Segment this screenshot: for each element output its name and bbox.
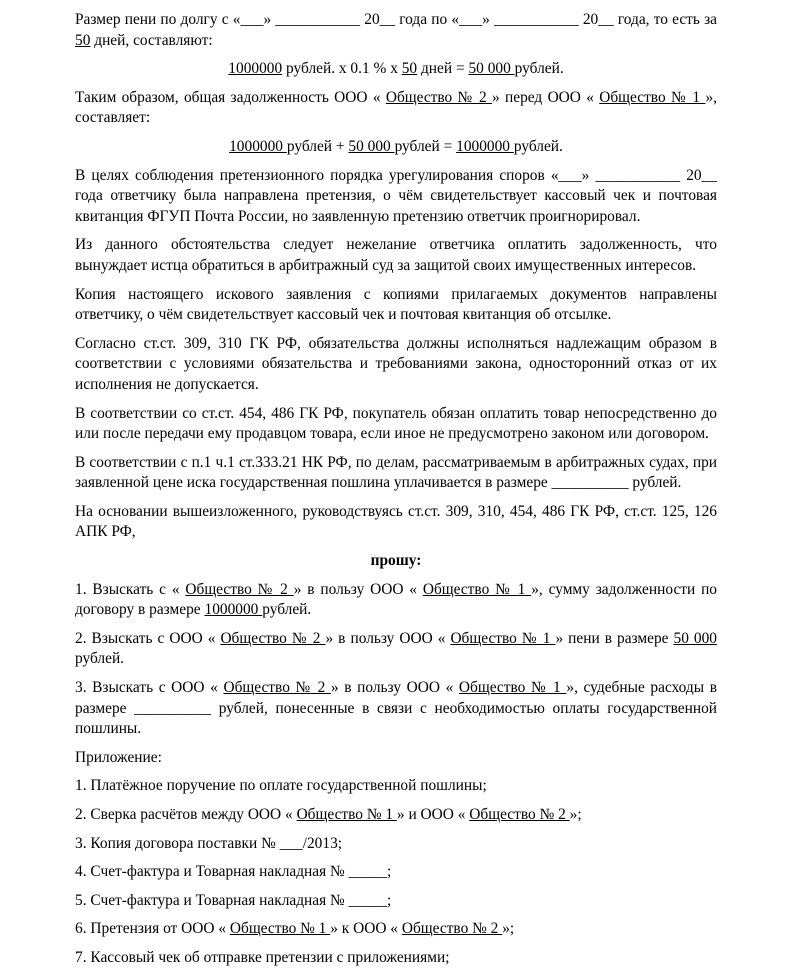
request-item-3: 3. Взыскать с ООО « Общество № 2 » в пользу ООО « Общество № 1 », судебные расходы в размере __________ рублей, понесенные в связи с необходимостью оплаты государственной пошлины. (75, 679, 717, 738)
request-item-1: 1. Взыскать с « Общество № 2 » в пользу ООО « Общество № 1 », сумму задолженности по договору в размере 1000000 рублей. (75, 580, 718, 619)
paragraph-grounds: На основании вышеизложенного, руководствуясь ст.ст. 309, 310, 454, 486 ГК РФ, ст.ст. 125, 126 АПК РФ, (75, 502, 717, 541)
attachment-item-3: 3. Копия договора поставки № ___/2013; (75, 834, 343, 852)
paragraph-law-454: В соответствии со ст.ст. 454, 486 ГК РФ, покупатель обязан оплатить товар непосредственно до или после передачи ему продавцом товара, если иное не предусмотрено законом или договором. (75, 404, 717, 443)
request-title: прошу: (370, 552, 422, 570)
paragraph-reluctance: Из данного обстоятельства следует нежелание ответчика оплатить задолженность, что вынуждает истца обратиться в арбитражный суд за защитой своих имущественных интересов. (75, 236, 717, 274)
penalty-calculation: 1000000 рублей. х 0.1 % х 50 дней = 50 000 рублей. (228, 60, 564, 78)
attachment-item-2: 2. Сверка расчётов между ООО « Общество № 1 » и ООО « Общество № 2 »; (75, 806, 582, 823)
attachment-item-1: 1. Платёжное поручение по оплате государственной пошлины; (75, 777, 487, 795)
paragraph-law-309: Согласно ст.ст. 309, 310 ГК РФ, обязательства должны исполняться надлежащим образом в соответствии с условиями обязательства и требованиями закона, односторонний отказ от их исполнения не допускается. (75, 334, 717, 393)
attachment-item-4: 4. Счет-фактура и Товарная накладная № _____; (75, 863, 392, 881)
attachment-item-5: 5. Счет-фактура и Товарная накладная № _____; (75, 891, 392, 909)
company-name: Общество № 2 (223, 679, 331, 697)
request-item-2: 2. Взыскать с ООО « Общество № 2 » в пользу ООО « Общество № 1 » пени в размере 50 000 рублей. (75, 629, 718, 668)
company-name: Общество № 1 (229, 920, 331, 938)
total-calculation: 1000000 рублей + 50 000 рублей = 1000000 рублей. (229, 137, 563, 155)
company-name: Общество № 1 (599, 88, 706, 106)
company-name: Общество № 2 (469, 806, 570, 823)
paragraph-claim-procedure: В целях соблюдения претензионного порядка урегулирования споров «___» ___________ 20__ года ответчику была направлена претензия, о чём свидетельствует кассовый чек и почтовая квитанция ФГУП Почта России, но заявленную претензию ответчик проигнорировал. (75, 166, 717, 225)
company-name: Общество № 2 (185, 580, 294, 598)
paragraph-tax-code: В соответствии с п.1 ч.1 ст.333.21 НК РФ, по делам, рассматриваемым в арбитражных судах, при заявленной цене иска государственная пошлина уплачивается в размере __________ рублей. (75, 453, 717, 492)
company-name: Общество № 2 (401, 920, 503, 938)
company-name: Общество № 1 (422, 580, 532, 598)
attachment-item-7: 7. Кассовый чек об отправке претензии с приложениями; (75, 948, 450, 966)
company-name: Общество № 1 (296, 806, 397, 823)
days-count: 50 (75, 31, 91, 49)
company-name: Общество № 1 (458, 679, 567, 697)
attachment-item-6: 6. Претензия от ООО « Общество № 1 » к ООО « Общество № 2 »; (75, 920, 515, 938)
paragraph-total-debt: Таким образом, общая задолженность ООО « Общество № 2 » перед ООО « Общество № 1 », составляет: (75, 88, 717, 127)
paragraph-penalty-period: Размер пени по долгу с «___» ___________ 20__ года по «___» ___________ 20__ года, то есть за 50 дней, составляют: (75, 11, 717, 49)
company-name: Общество № 1 (450, 629, 556, 647)
paragraph-copy-sent: Копия настоящего искового заявления с копиями прилагаемых документов направлены ответчику, о чём свидетельствует кассовый чек и почтовая квитанция об отсылке. (75, 285, 717, 324)
attachments-title: Приложение: (75, 748, 162, 766)
company-name: Общество № 2 (220, 629, 326, 647)
document-page (75, 10, 717, 977)
company-name: Общество № 2 (385, 88, 493, 106)
